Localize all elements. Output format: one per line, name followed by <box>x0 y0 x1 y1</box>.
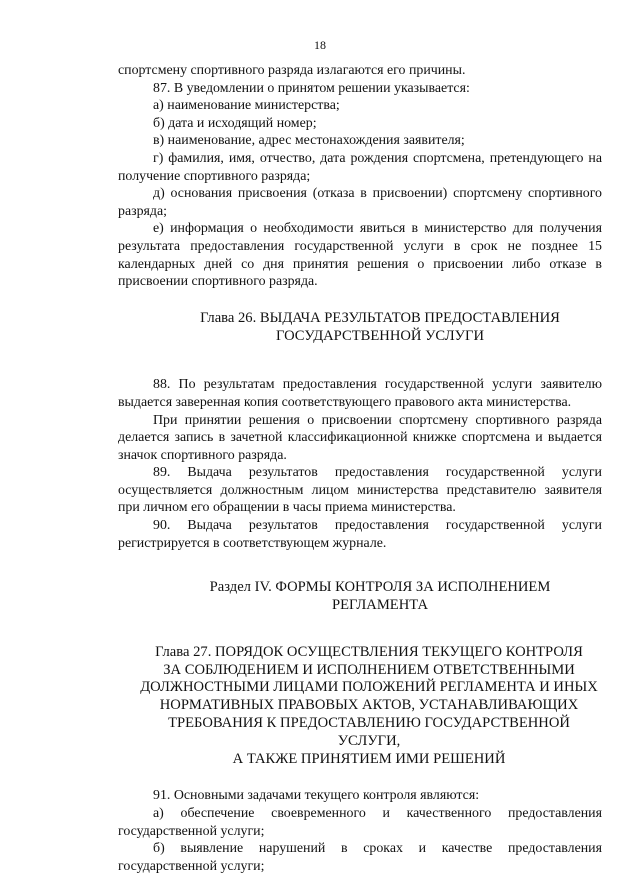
heading-line: Раздел IV. ФОРМЫ КОНТРОЛЯ ЗА ИСПОЛНЕНИЕМ <box>209 579 551 596</box>
paragraph: 87. В уведомлении о принятом решении указывается: <box>153 80 470 96</box>
paragraph: е) информация о необходимости явиться в министерство для получения результата предоставления государственной услуги в срок не позднее 15 календарных дней со дня принятия решения о присвоении либо отказе в присвоении спортивного разряда. <box>118 221 602 290</box>
paragraph: спортсмену спортивного разряда излагаются его причины. <box>118 63 466 78</box>
paragraph: а) обеспечение своевременного и качественного предоставления государственной услуги; <box>118 806 602 839</box>
paragraph: 91. Основными задачами текущего контроля являются: <box>153 788 480 804</box>
paragraph: 88. По результатам предоставления государственной услуги заявителю выдается заверенная копия соответствующего правового акта министерства. <box>118 377 602 410</box>
heading-line: ГОСУДАРСТВЕННОЙ УСЛУГИ <box>276 327 484 344</box>
heading-line: РЕГЛАМЕНТА <box>332 597 428 614</box>
paragraph: д) основания присвоения (отказа в присвоении) спортсмену спортивного разряда; <box>118 186 602 219</box>
heading-line: ТРЕБОВАНИЯ К ПРЕДОСТАВЛЕНИЮ ГОСУДАРСТВЕННОЙ УСЛУГИ, <box>168 715 570 749</box>
heading-line: НОРМАТИВНЫХ ПРАВОВЫХ АКТОВ, УСТАНАВЛИВАЮЩИХ <box>159 697 579 714</box>
page-number: 18 <box>314 38 326 52</box>
section-heading <box>118 644 602 769</box>
heading-line: Глава 27. ПОРЯДОК ОСУЩЕСТВЛЕНИЯ ТЕКУЩЕГО КОНТРОЛЯ <box>155 643 583 660</box>
paragraph: г) фамилия, имя, отчество, дата рождения спортсмена, претендующего на получение спортивного разряда; <box>118 150 602 184</box>
paragraph: При принятии решения о присвоении спортсмену спортивного разряда делается запись в зачетной классификационной книжке спортсмена и выдается значок спортивного разряда. <box>118 412 602 463</box>
paragraph: б) дата и исходящий номер; <box>153 115 317 131</box>
heading-line: ЗА СОБЛЮДЕНИЕМ И ИСПОЛНЕНИЕМ ОТВЕТСТВЕННЫМИ <box>163 661 575 678</box>
heading-line: А ТАКЖЕ ПРИНЯТИЕМ ИМИ РЕШЕНИЙ <box>232 750 506 767</box>
heading-line: Глава 26. ВЫДАЧА РЕЗУЛЬТАТОВ ПРЕДОСТАВЛЕНИЯ <box>200 309 560 326</box>
document-body <box>118 62 602 875</box>
paragraph: а) наименование министерства; <box>153 98 340 114</box>
paragraph: 89. Выдача результатов предоставления государственной услуги осуществляется должностным лицом министерства представителю заявителя при личном его обращении в часы приема министерства. <box>118 465 602 516</box>
paragraph: 90. Выдача результатов предоставления государственной услуги регистрируется в соответствующем журнале. <box>118 518 602 551</box>
section-heading <box>118 579 602 615</box>
paragraph: б) выявление нарушений в сроках и качестве предоставления государственной услуги; <box>118 841 602 874</box>
paragraph: в) наименование, адрес местонахождения заявителя; <box>153 133 465 149</box>
section-heading <box>118 310 602 346</box>
heading-line: ДОЛЖНОСТНЫМИ ЛИЦАМИ ПОЛОЖЕНИЙ РЕГЛАМЕНТА И ИНЫХ <box>140 679 598 696</box>
